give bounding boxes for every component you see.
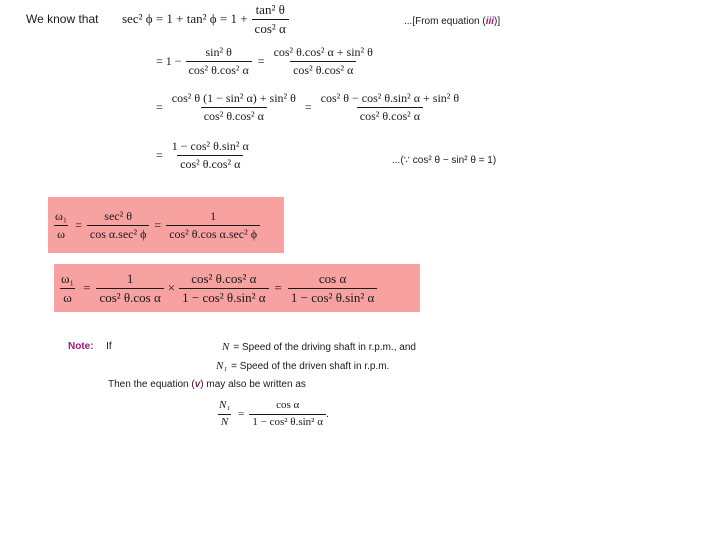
box2-fraction-4 xyxy=(288,272,377,304)
box1-fraction-1 xyxy=(52,210,70,240)
note-fr1-den: N xyxy=(218,414,231,429)
equation-line-2 xyxy=(156,46,376,76)
note-then-prefix: Then the equation ( xyxy=(108,379,195,390)
note-equation xyxy=(216,400,329,428)
box1-equals-2: = xyxy=(154,217,162,232)
eq2-f1-num: sin² θ xyxy=(205,45,232,59)
eq3-f1-den: cos² θ.cos² α xyxy=(201,107,267,123)
box2-equals-1: = xyxy=(83,280,91,295)
note-label: Note: xyxy=(68,341,94,352)
eq4-fraction xyxy=(169,140,252,170)
eq1-ref-prefix: ...[From equation ( xyxy=(404,16,486,27)
box2-fraction-1 xyxy=(58,272,77,304)
box1-f3-num: 1 xyxy=(210,208,217,223)
eq4-f1-den: cos² θ.cos² α xyxy=(177,155,243,171)
box1-f2-num: sec² θ xyxy=(104,208,132,223)
eq4-note: ...(∵ cos² θ − sin² θ = 1) xyxy=(392,155,497,166)
box2-fraction-3 xyxy=(179,272,268,304)
note-n1-symbol: N₁ xyxy=(216,360,228,372)
eq2-equals-2: = xyxy=(257,53,265,68)
highlight-box-2 xyxy=(54,264,420,312)
eq1-lhs: sec² ϕ = 1 + tan² ϕ = 1 + xyxy=(122,11,248,27)
eq2-f2-num: cos² θ.cos² α + sin² θ xyxy=(273,45,373,59)
eq3-equals-1: = xyxy=(156,99,163,114)
box1-fraction-3 xyxy=(166,210,260,240)
equation-line-4 xyxy=(156,140,252,170)
eq2-fraction-1 xyxy=(186,46,252,76)
eq3-f1-num: cos² θ (1 − sin² α) + sin² θ xyxy=(171,91,296,105)
box1-f1-den: ω xyxy=(54,225,68,241)
note-fraction-1 xyxy=(216,400,233,428)
box1-f1-num: ω₁ xyxy=(55,208,68,223)
box2-f1-den: ω xyxy=(60,288,75,305)
eq3-equals-2: = xyxy=(304,99,312,114)
eq1-fraction xyxy=(252,3,289,35)
note-fr2-num: cos α xyxy=(276,399,300,411)
box1-fraction-2 xyxy=(87,210,150,240)
equation-line-1 xyxy=(122,3,289,35)
note-equals: = xyxy=(238,408,245,421)
box2-times: × xyxy=(167,280,176,295)
note-line-1 xyxy=(68,341,112,352)
box2-f2-den: cos² θ.cos α xyxy=(96,288,163,305)
eq3-f2-den: cos² θ.cos² α xyxy=(357,107,423,123)
eq4-f1-num: 1 − cos² θ.sin² α xyxy=(171,139,249,153)
eq3-f2-num: cos² θ − cos² θ.sin² α + sin² θ xyxy=(320,91,460,105)
box2-equals-2: = xyxy=(274,280,282,295)
eq3-fraction-1 xyxy=(169,92,299,122)
equation-line-3 xyxy=(156,92,462,122)
note-n-symbol: N xyxy=(222,341,230,353)
note-n1-text: = Speed of the driven shaft in r.p.m. xyxy=(231,360,390,372)
eq1-fraction-num: tan² θ xyxy=(255,2,285,17)
intro-text: We know that xyxy=(26,12,99,26)
note-n1-definition xyxy=(216,360,389,372)
eq1-fraction-den: cos² α xyxy=(252,19,289,36)
box2-fraction-2 xyxy=(96,272,163,304)
note-n-definition xyxy=(222,341,416,353)
note-fr2-den: 1 − cos² θ.sin² α xyxy=(249,414,326,429)
eq3-fraction-2 xyxy=(318,92,462,122)
box2-f3-num: cos² θ.cos² α xyxy=(191,270,257,286)
box2-f2-num: 1 xyxy=(126,270,134,286)
eq1-ref-suffix: )] xyxy=(494,16,501,27)
note-fraction-2 xyxy=(249,400,326,428)
box1-equals-1: = xyxy=(75,217,82,232)
eq2-f2-den: cos² θ.cos² α xyxy=(290,61,356,77)
note-then-eq: v xyxy=(194,379,201,390)
note-period: . xyxy=(325,408,329,421)
highlight-box-1 xyxy=(48,197,284,253)
note-then-suffix: ) may also be written as xyxy=(200,379,306,390)
eq4-equals: = xyxy=(156,147,163,162)
box1-f2-den: cos α.sec² ϕ xyxy=(87,225,150,241)
eq2-equals-1: = 1 − xyxy=(156,53,182,68)
box2-f1-num: ω₁ xyxy=(61,270,75,286)
note-if: If xyxy=(106,341,112,352)
note-then-line xyxy=(108,379,306,390)
note-n-text: = Speed of the driving shaft in r.p.m., and xyxy=(233,341,416,353)
eq2-fraction-2 xyxy=(271,46,376,76)
box2-f4-num: cos α xyxy=(318,270,347,286)
box1-f3-den: cos² θ.cos α.sec² ϕ xyxy=(166,225,260,241)
note-fr1-num: N₁ xyxy=(219,399,231,411)
eq1-ref-number: iii xyxy=(485,16,495,27)
box2-f3-den: 1 − cos² θ.sin² α xyxy=(179,288,268,305)
eq1-reference xyxy=(404,16,500,27)
eq2-f1-den: cos² θ.cos² α xyxy=(186,61,252,77)
box2-f4-den: 1 − cos² θ.sin² α xyxy=(288,288,377,305)
